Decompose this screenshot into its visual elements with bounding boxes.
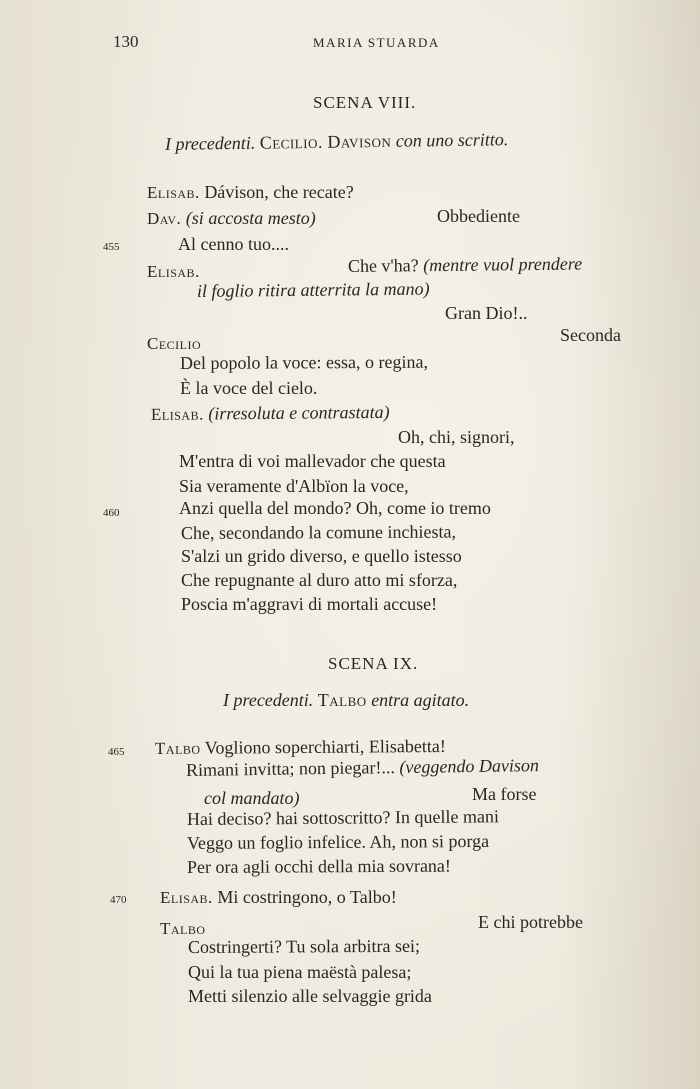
verse-text: Che v'ha? — [347, 255, 419, 276]
speaker-name: Elisab. — [147, 183, 200, 202]
verse-text: S'alzi un grido diverso, e quello istesso — [181, 546, 462, 566]
verse-text: È la voce del cielo. — [180, 378, 318, 398]
speaker-label: Cecilio — [147, 334, 202, 353]
stage-direction: entra agitato. — [371, 690, 470, 710]
speaker-name: Talbo — [154, 738, 201, 758]
scene-heading: SCENA VIII. — [313, 93, 417, 112]
verse-text: M'entra di voi mallevador che questa — [179, 451, 446, 471]
character-name: Davison — [327, 130, 392, 152]
speaker-name — [147, 261, 200, 282]
running-title: MARIA STUARDA — [313, 35, 440, 50]
verse-text: Poscia m'aggravi di mortali accuse! — [181, 594, 438, 614]
speaker-label: Talbo — [160, 919, 206, 938]
verse-line — [155, 736, 446, 759]
verse-text: Anzi quella del mondo? Oh, come io tremo — [179, 498, 491, 518]
line-number: 465 — [108, 746, 125, 758]
speaker-name: Elisab. — [160, 888, 213, 907]
verse-line — [147, 208, 316, 229]
verse-text: Del popolo la voce: essa, o regina, — [179, 351, 428, 373]
stage-direction: col mandato) — [204, 788, 300, 808]
verse-text: Metti silenzio alle selvaggie grida — [188, 986, 432, 1006]
verse-text: E chi potrebbe — [478, 912, 583, 932]
stage-direction: con uno scritto. — [395, 129, 509, 151]
character-name: Talbo — [317, 690, 367, 710]
verse-line — [160, 887, 397, 908]
verse-text: Ma forse — [472, 784, 537, 804]
verse-line — [147, 182, 354, 203]
page-number: 130 — [113, 32, 139, 51]
verse-text: Vogliono soperchiarti, Elisabetta! — [204, 735, 446, 758]
speaker-name: Elisab. — [150, 404, 204, 424]
cast-text: I precedenti. — [164, 132, 256, 154]
speaker-name: Dav. — [147, 209, 182, 228]
verse-text: Gran Dio!.. — [445, 303, 528, 323]
verse-text: Qui la tua piena maëstà palesa; — [188, 962, 412, 982]
verse-text: Veggo un foglio infelice. Ah, non si porga — [186, 830, 490, 853]
speaker-name — [160, 918, 206, 939]
stage-direction: il foglio ritira atterrita la mano) — [196, 278, 430, 301]
speaker-label: Elisab. — [147, 262, 200, 281]
stage-direction: (veggendo Davison — [399, 755, 540, 778]
verse-text: Che repugnante al duro atto mi sforza, — [181, 570, 458, 590]
line-number: 460 — [103, 507, 120, 519]
verse-text: Hai deciso? hai sottoscritto? In quelle mani — [186, 806, 499, 829]
verse-text: Che, secondando la comune inchiesta, — [180, 521, 456, 543]
verse-text: Seconda — [560, 325, 621, 345]
verse-line — [151, 402, 390, 425]
verse-text: Costringerti? Tu sola arbitra sei; — [187, 935, 421, 957]
line-number: 455 — [103, 241, 120, 253]
verse-line — [348, 254, 582, 277]
verse-text: Mi costringono, o Talbo! — [217, 887, 397, 907]
verse-line — [186, 755, 539, 781]
scene-heading: SCENA IX. — [328, 654, 419, 673]
stage-direction: (mentre vuol prendere — [423, 253, 583, 276]
line-number: 470 — [110, 894, 127, 906]
cast-text: I precedenti. — [223, 690, 314, 710]
verse-text: Per ora agli occhi della mia sovrana! — [186, 855, 451, 877]
cast-line — [223, 690, 469, 711]
stage-direction: (si accosta mesto) — [185, 208, 316, 228]
verse-text: Rimani invitta; non piegar!... — [185, 757, 396, 780]
character-name: Cecilio. — [259, 131, 324, 153]
verse-text: Sia veramente d'Albïon la voce, — [179, 476, 409, 496]
verse-text: Dávison, che recate? — [204, 182, 354, 202]
verse-text: Al cenno tuo.... — [178, 234, 289, 254]
verse-text: Obbediente — [437, 206, 520, 226]
verse-text: Oh, chi, signori, — [398, 427, 515, 447]
stage-direction: (irresoluta e contrastata) — [208, 401, 390, 424]
speaker-name — [147, 333, 201, 354]
cast-line — [165, 129, 509, 155]
